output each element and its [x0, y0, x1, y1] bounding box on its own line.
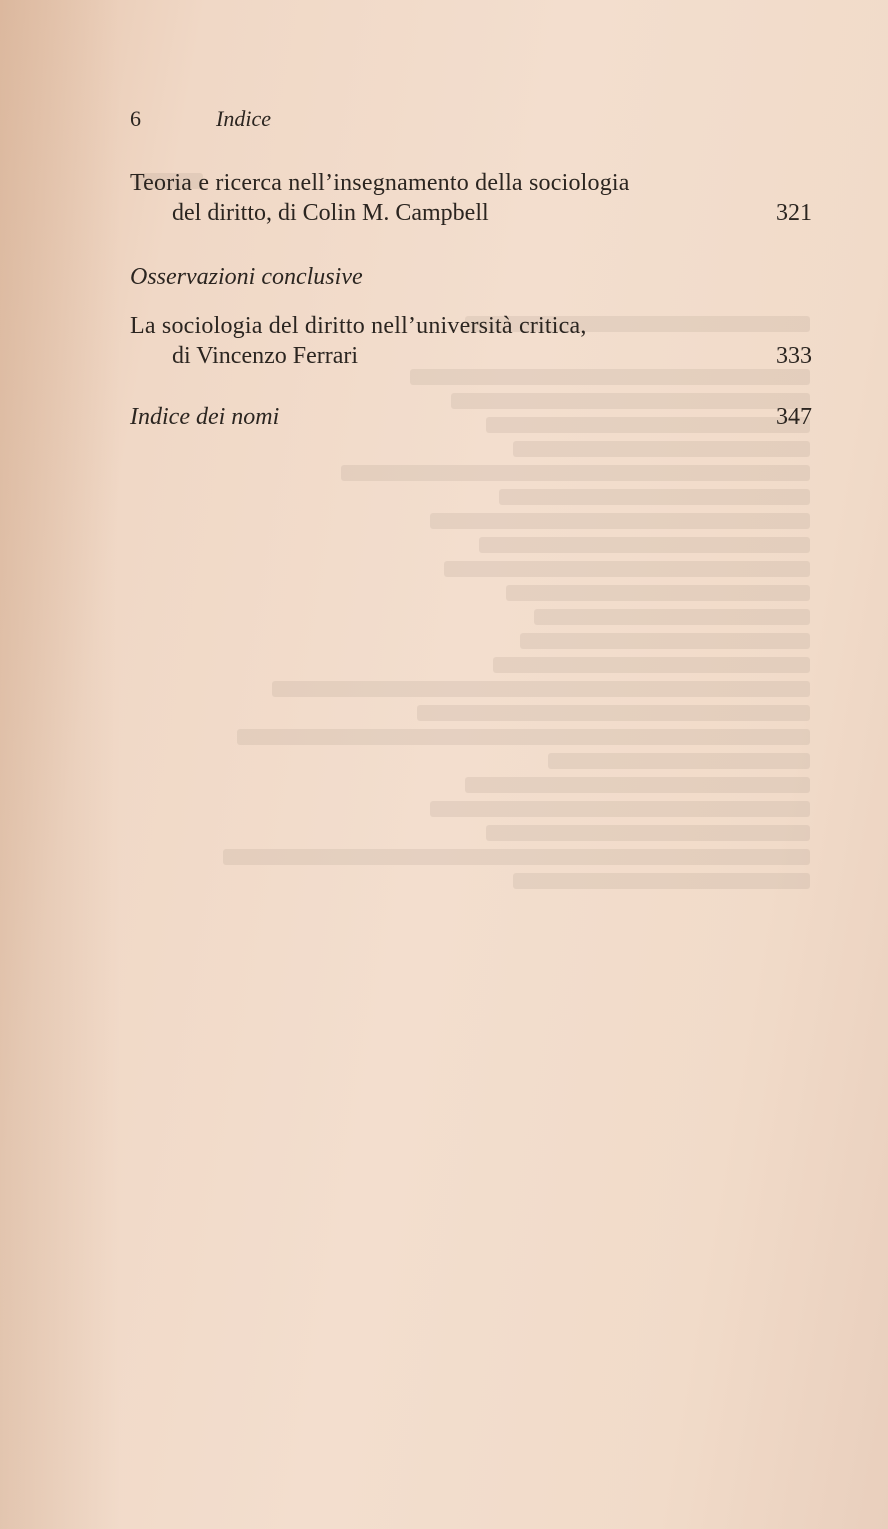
- toc-entry-continuation: [130, 341, 812, 371]
- running-header: [130, 106, 271, 132]
- toc-entry-author: di Vincenzo Ferrari: [172, 343, 359, 369]
- toc-entry-title: Teoria e ricerca nell’insegnamento della sociologia: [130, 170, 630, 196]
- running-title: Indice: [216, 106, 271, 131]
- toc-entry-ferrari: [130, 311, 812, 371]
- toc-entry-page: 347: [776, 404, 812, 430]
- toc-entry-title: Indice dei nomi: [130, 404, 280, 430]
- toc-entry-campbell: [130, 168, 812, 228]
- toc-section-heading: Osservazioni conclusive: [130, 264, 363, 290]
- toc-entry-continuation: [130, 198, 812, 228]
- toc-entry-author: del diritto, di Colin M. Campbell: [172, 200, 489, 226]
- page-number: 6: [130, 106, 141, 131]
- toc-entry-index-of-names: [130, 404, 812, 431]
- toc-entry-page: 333: [776, 343, 812, 369]
- toc-entry-page: 321: [776, 200, 812, 226]
- page-shadow: [0, 0, 120, 1529]
- toc-entry-title: La sociologia del diritto nell’università critica,: [130, 313, 587, 339]
